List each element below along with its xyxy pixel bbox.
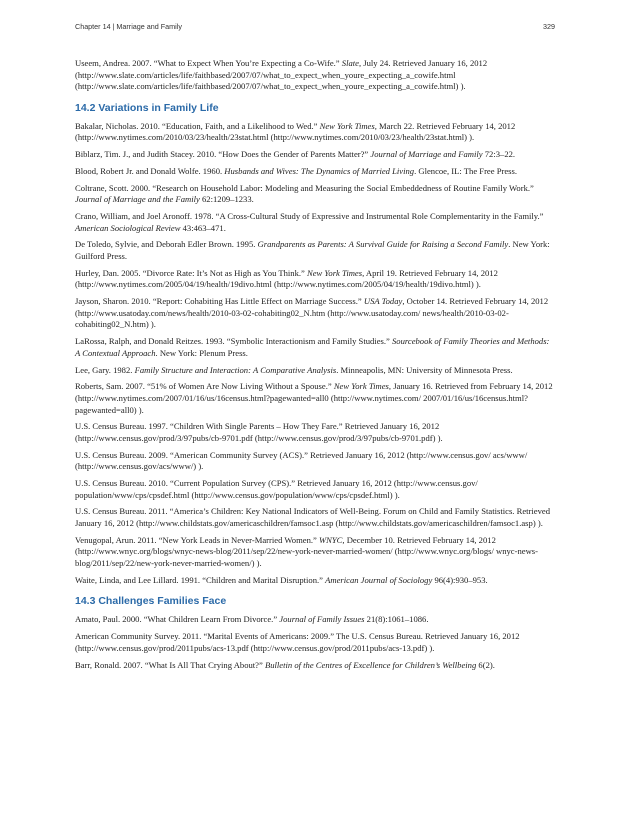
reference-text: LaRossa, Ralph, and Donald Reitzes. 1993. “Symbolic Interactionism and Family Studies.” xyxy=(75,336,392,347)
reference-text: Waite, Linda, and Lee Lillard. 1991. “Children and Marital Disruption.” xyxy=(75,574,326,585)
reference-title: New York Times xyxy=(319,120,375,131)
reference-text: . Glencoe, IL: The Free Press. xyxy=(414,165,517,176)
reference-text: U.S. Census Bureau. 2009. “American Community Survey (ACS).” Retrieved January 16, 2012 (http://www.census.gov/ acs/www/ (http://www.census.gov/acs/www/) ). xyxy=(75,449,528,472)
reference-text: , October 14. Retrieved February 14, 2012 (http://www.usatoday.com/news/health/2010-03-02-cohabiting02_N.htm (http://www.usatoday.com/ news/health/2010-03-02-cohabiting02_N.htm) ). xyxy=(75,296,549,330)
reference-text: 72:3–22. xyxy=(482,149,516,160)
reference-title: Bulletin of the Centres of Excellence for Children’s Wellbeing xyxy=(264,659,477,670)
reference-text: Venugopal, Arun. 2011. “New York Leads in Never-Married Women.” xyxy=(75,534,320,545)
reference-text: Biblarz, Tim. J., and Judith Stacey. 2010. “How Does the Gender of Parents Matter?” xyxy=(75,149,371,160)
reference-text: 6(2). xyxy=(476,659,495,670)
reference-entry xyxy=(75,296,555,331)
reference-entry xyxy=(75,660,555,672)
reference-text: Lee, Gary. 1982. xyxy=(75,364,135,375)
reference-text: U.S. Census Bureau. 2010. “Current Population Survey (CPS).” Retrieved January 16, 2012 (http://www.census.gov/ population/www/cps/cpsdef.html (http://www.census.gov/population/www/cps/cpsdef.html) ). xyxy=(75,478,478,500)
reference-text: , December 10. Retrieved February 14, 2012 (http://www.wnyc.org/blogs/wnyc-news-blog/2011/sep/22/new-york-never-married-women/ (http://www.wnyc.org/blogs/ wnyc-news-blog/2011/sep/22/new-york-never-married-women/) ). xyxy=(75,534,539,568)
reference-list xyxy=(75,58,555,676)
reference-entry xyxy=(75,121,555,144)
reference-entry xyxy=(75,421,555,444)
reference-title: New York Times xyxy=(307,267,363,278)
reference-text: . Minneapolis, MN: University of Minnesota Press. xyxy=(336,364,513,375)
reference-text: Blood, Robert Jr. and Donald Wolfe. 1960. xyxy=(75,165,225,176)
reference-text: , July 24. Retrieved January 16, 2012 (http://www.slate.com/articles/life/faithbased/2007/07/what_to_expect_when_youre_expecting_a_cowife.html (http://www.slate.com/articles/life/faithbased/2007/07/what_to_expect_when_youre_expecting_a_cowife.html) ). xyxy=(75,58,488,92)
reference-title: Family Structure and Interaction: A Comparative Analysis xyxy=(134,364,337,375)
reference-title: Sourcebook of Family Theories and Methods: A Contextual Approach xyxy=(75,336,550,358)
reference-entry xyxy=(75,58,555,93)
reference-title: American Journal of Sociology xyxy=(325,574,433,585)
reference-entry xyxy=(75,535,555,570)
reference-text: . New York: Guilford Press. xyxy=(75,239,550,262)
reference-entry xyxy=(75,614,555,626)
page-number: 329 xyxy=(543,22,555,31)
reference-text: Coltrane, Scott. 2000. “Research on Household Labor: Modeling and Measuring the Social Embeddedness of Routine Family Work.” xyxy=(75,182,534,193)
reference-entry xyxy=(75,506,555,529)
reference-title: Journal of Family Issues xyxy=(279,614,365,625)
reference-title: Journal of Marriage and the Family xyxy=(75,194,200,205)
reference-title: Husbands and Wives: The Dynamics of Married Living xyxy=(224,165,415,176)
reference-entry xyxy=(75,575,555,587)
reference-text: Amato, Paul. 2000. “What Children Learn From Divorce.” xyxy=(75,614,280,625)
reference-entry xyxy=(75,381,555,416)
reference-text: Roberts, Sam. 2007. “51% of Women Are Now Living Without a Spouse.” xyxy=(75,381,334,392)
chapter-title: Chapter 14 | Marriage and Family xyxy=(75,22,182,31)
reference-entry xyxy=(75,239,555,262)
reference-entry xyxy=(75,183,555,206)
reference-text: , January 16. Retrieved from February 14, 2012 (http://www.nytimes.com/2007/01/16/us/16census.html?pagewanted=all0 (http://www.nytimes.com/ 2007/01/16/us/16census.html?pagewanted=all0) ). xyxy=(75,381,553,415)
reference-text: Useem, Andrea. 2007. “What to Expect When You’re Expecting a Co-Wife.” xyxy=(75,58,342,68)
reference-text: Barr, Ronald. 2007. “What Is All That Crying About?” xyxy=(75,659,265,670)
reference-text: 62:1209–1233. xyxy=(199,194,254,205)
reference-entry xyxy=(75,365,555,377)
reference-title: Grandparents as Parents: A Survival Guide for Raising a Second Family xyxy=(257,239,509,250)
reference-text: , March 22. Retrieved February 14, 2012 (http://www.nytimes.com/2010/03/23/health/23stat.html (http://www.nytimes.com/2010/03/23/health/23stat.html) ). xyxy=(75,120,516,143)
reference-entry xyxy=(75,631,555,654)
reference-text: Hurley, Dan. 2005. “Divorce Rate: It’s Not as High as You Think.” xyxy=(75,267,307,278)
section-heading: 14.2 Variations in Family Life xyxy=(75,101,219,114)
reference-title: American Sociological Review xyxy=(75,222,181,233)
reference-entry xyxy=(75,478,555,501)
reference-entry xyxy=(75,166,555,178)
reference-title: Journal of Marriage and Family xyxy=(370,149,483,160)
reference-text: Crano, William, and Joel Aronoff. 1978. “A Cross-Cultural Study of Expressive and Instrumental Role Complementarity in the Family.” xyxy=(75,211,544,222)
reference-title: Slate xyxy=(341,58,359,68)
reference-text: American Community Survey. 2011. “Marital Events of Americans: 2009.” The U.S. Census Bureau. Retrieved January 16, 2012 (http://www.census.gov/prod/2011pubs/acs-13.pdf (http://www.census.gov/prod/2011pubs/acs-13.pdf) ). xyxy=(75,631,520,653)
reference-title: USA Today xyxy=(363,296,403,307)
reference-text: Jayson, Sharon. 2010. “Report: Cohabiting Has Little Effect on Marriage Success.” xyxy=(75,296,364,307)
reference-text: 96(4):930–953. xyxy=(432,574,488,585)
reference-text: , April 19. Retrieved February 14, 2012 (http://www.nytimes.com/2005/04/19/health/19divo.html (http://www.nytimes.com/2005/04/19/health/19divo.html) ). xyxy=(75,267,498,290)
reference-entry xyxy=(75,336,555,359)
reference-text: 43:463–471. xyxy=(180,222,226,233)
reference-text: U.S. Census Bureau. 2011. “America’s Children: Key National Indicators of Well-Being. Forum on Child and Family Statistics. Retrieved January 16, 2012 (http://www.childstats.gov/americaschildren/famsoc1.asp (http://www.childstats.gov/americaschildren/famsoc1.asp) ). xyxy=(75,506,550,529)
reference-entry xyxy=(75,149,555,161)
reference-text: . New York: Plenum Press. xyxy=(155,347,248,358)
reference-text: Bakalar, Nicholas. 2010. “Education, Faith, and a Likelihood to Wed.” xyxy=(75,120,320,131)
reference-title: New York Times xyxy=(333,381,389,392)
reference-entry xyxy=(75,211,555,234)
reference-entry xyxy=(75,268,555,291)
reference-text: 21(8):1061–1086. xyxy=(364,614,429,625)
section-heading: 14.3 Challenges Families Face xyxy=(75,595,227,608)
reference-title: WNYC xyxy=(319,534,343,545)
reference-text: U.S. Census Bureau. 1997. “Children With Single Parents – How They Fare.” Retrieved January 16, 2012 (http://www.census.gov/prod/3/97pubs/cb-9701.pdf (http://www.census.gov/prod/3/97pubs/cb-9701.pdf) ). xyxy=(75,421,443,443)
reference-text: De Toledo, Sylvie, and Deborah Edler Brown. 1995. xyxy=(75,239,258,250)
reference-entry xyxy=(75,450,555,473)
